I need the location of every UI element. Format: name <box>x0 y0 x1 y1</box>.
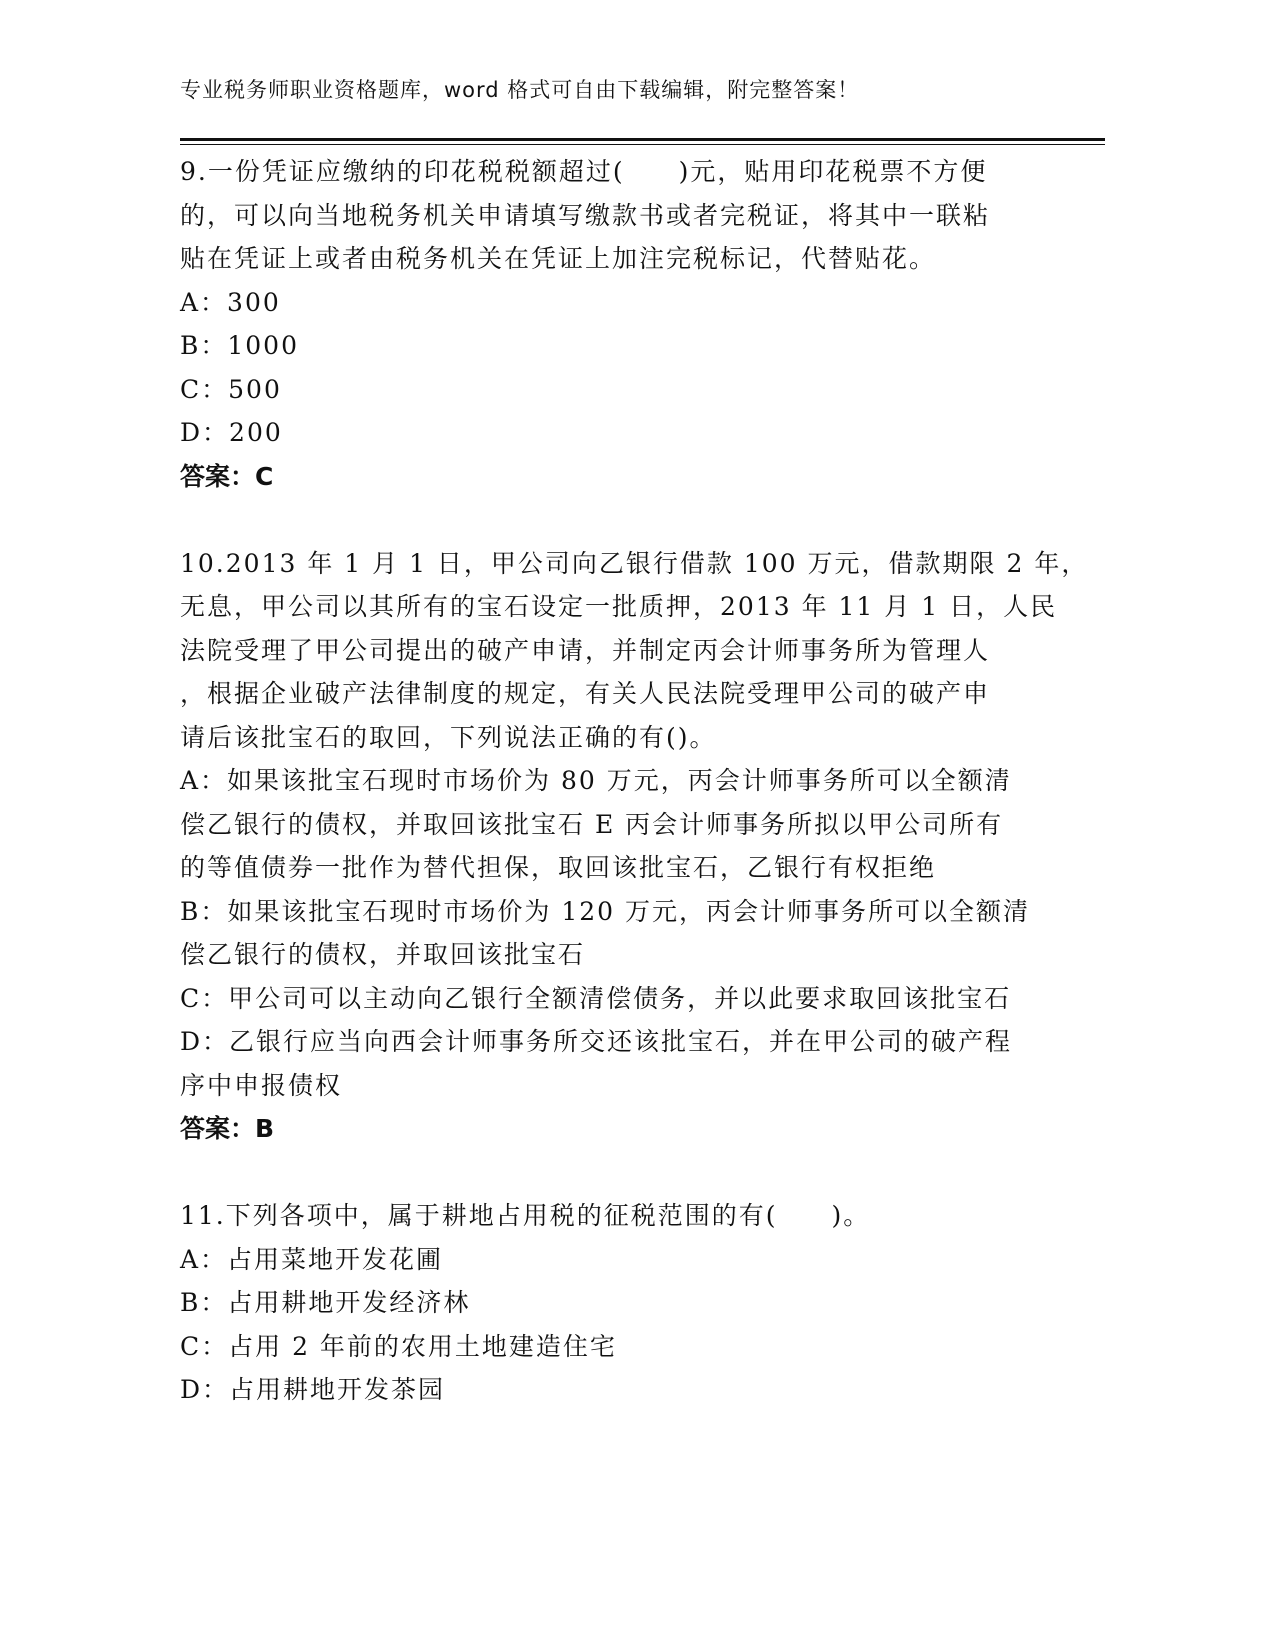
option-a-continued: 的等值债券一批作为替代担保，取回该批宝石，乙银行有权拒绝 <box>180 853 937 882</box>
question-text-line: 无息，甲公司以其所有的宝石设定一批质押，2013 年 11 月 1 日，人民 <box>180 592 1058 621</box>
answer-label: 答案：C <box>180 461 274 491</box>
question-spacer <box>180 1151 1040 1195</box>
header-rule-thick <box>180 138 1105 141</box>
option-c: C：占用 2 年前的农用土地建造住宅 <box>180 1331 617 1361</box>
option-a-continued: 偿乙银行的债权，并取回该批宝石 E 丙会计师事务所拟以甲公司所有 <box>180 809 1004 839</box>
option-b: B：1000 <box>180 331 299 360</box>
option-d: D：占用耕地开发茶园 <box>180 1375 446 1404</box>
option-c: C：甲公司可以主动向乙银行全额清偿债务，并以此要求取回该批宝石 <box>180 983 1012 1013</box>
option-d-continued: 序中申报债权 <box>180 1070 343 1100</box>
option-d: D：乙银行应当向西会计师事务所交还该批宝石，并在甲公司的破产程 <box>180 1027 1013 1056</box>
question-text-line: 法院受理了甲公司提出的破产申请，并制定丙会计师事务所为管理人 <box>180 635 991 665</box>
option-a: A：300 <box>180 287 281 317</box>
option-a: A：占用菜地开发花圃 <box>180 1244 444 1274</box>
option-d: D：200 <box>180 418 283 447</box>
question-text-line: 请后该批宝石的取回，下列说法正确的有()。 <box>180 722 717 752</box>
answer-label: 答案：B <box>180 1114 275 1143</box>
question-text-line: 9.一份凭证应缴纳的印花税税额超过( )元，贴用印花税票不方便 <box>180 157 988 186</box>
question-11 <box>180 1194 1040 1412</box>
option-a: A：如果该批宝石现时市场价为 80 万元，丙会计师事务所可以全额清 <box>180 766 1012 795</box>
question-text-line: 贴在凭证上或者由税务机关在凭证上加注完税标记，代替贴花。 <box>180 244 937 273</box>
question-10 <box>180 542 1089 1151</box>
question-9 <box>180 150 1040 498</box>
option-c: C：500 <box>180 374 282 404</box>
option-b-continued: 偿乙银行的债权，并取回该批宝石 <box>180 940 586 969</box>
question-text-line: 的，可以向当地税务机关申请填写缴款书或者完税证，将其中一联粘 <box>180 200 991 230</box>
question-spacer <box>180 498 1040 542</box>
question-text-line: 10.2013 年 1 月 1 日，甲公司向乙银行借款 100 万元，借款期限 2 年， <box>180 548 1089 578</box>
header-rule-thin <box>180 144 1105 145</box>
page-header: 专业税务师职业资格题库，word 格式可自由下载编辑，附完整答案！ <box>180 78 860 102</box>
option-b: B：如果该批宝石现时市场价为 120 万元，丙会计师事务所可以全额清 <box>180 896 1030 926</box>
question-content <box>180 150 1089 1412</box>
question-text-line: 11.下列各项中，属于耕地占用税的征税范围的有( )。 <box>180 1201 871 1230</box>
option-b: B：占用耕地开发经济林 <box>180 1288 471 1317</box>
question-text-line: ，根据企业破产法律制度的规定，有关人民法院受理甲公司的破产申 <box>180 679 991 708</box>
